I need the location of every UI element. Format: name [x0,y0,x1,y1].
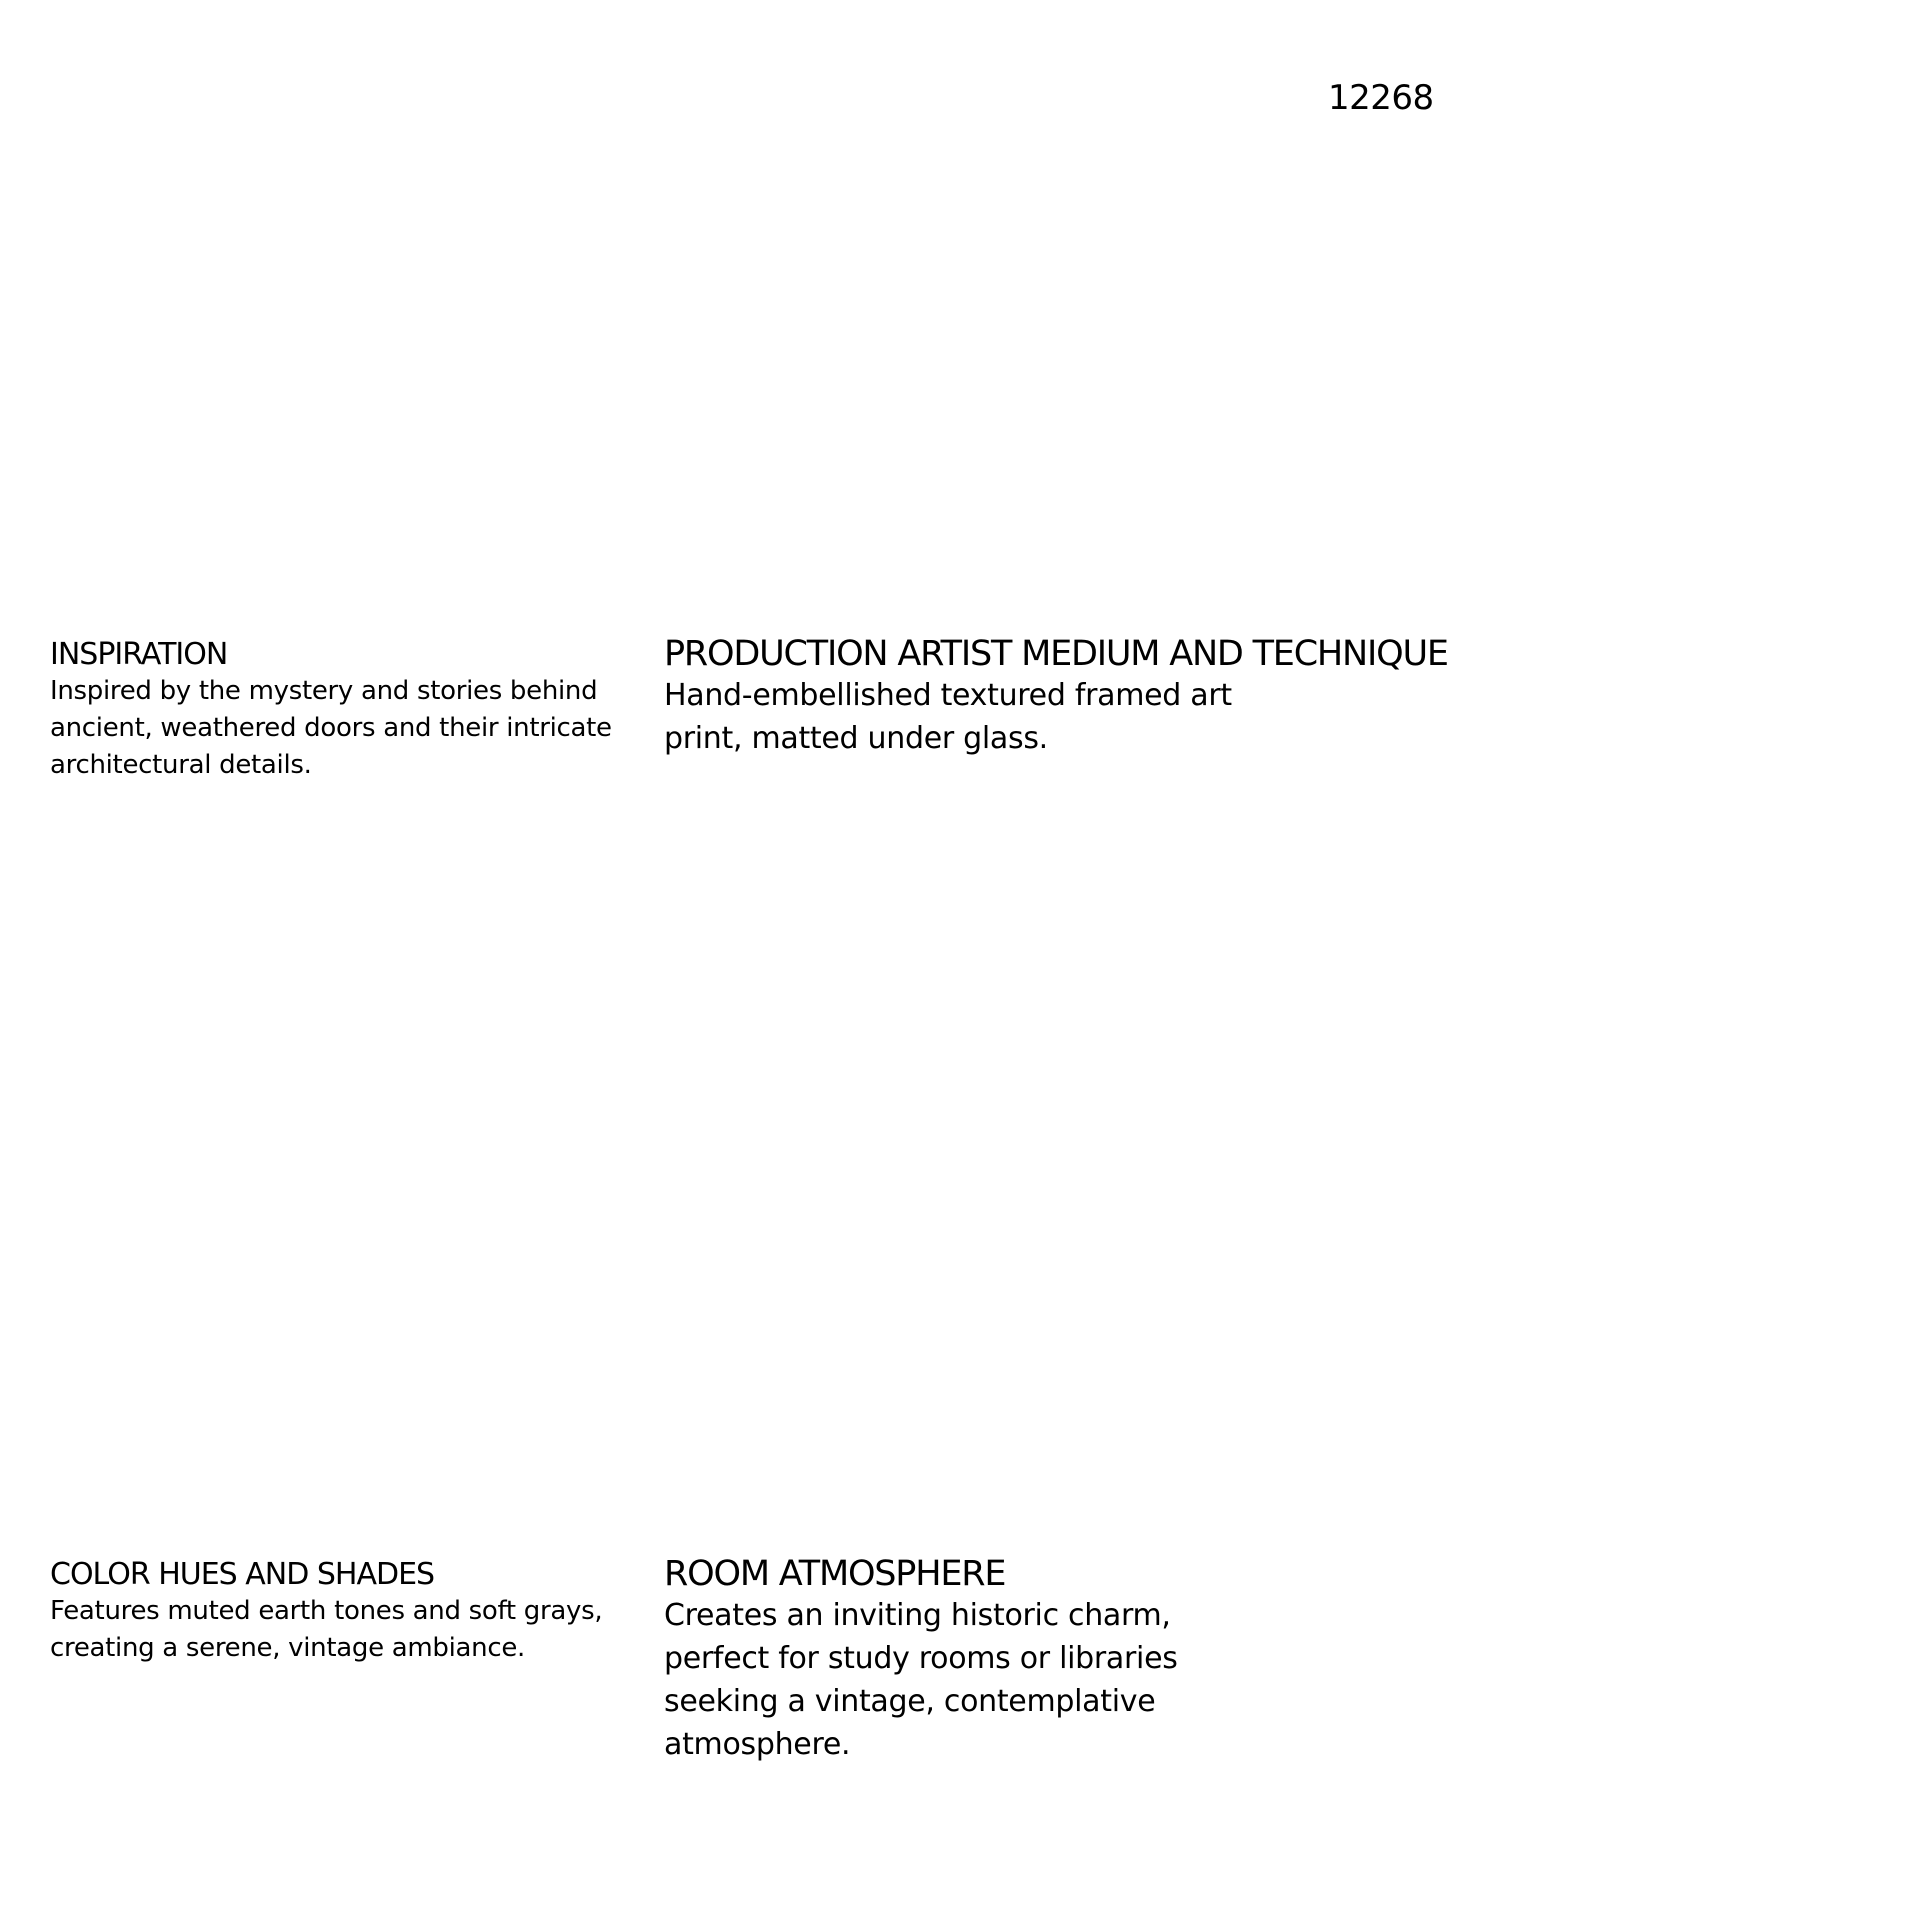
product-number: 12268 [1328,78,1434,118]
medium-technique-text: Hand-embellished textured framed art print, matted under glass. [664,678,1232,756]
medium-technique-heading: PRODUCTION ARTIST MEDIUM AND TECHNIQUE [664,634,1448,674]
inspiration-heading: INSPIRATION [50,637,228,672]
color-hues-heading: COLOR HUES AND SHADES [50,1557,435,1592]
room-atmosphere-section [664,1554,1284,1766]
room-atmosphere-text: Creates an inviting historic charm, perfect for study rooms or libraries seeking a vintage, contemplative atmosphere. [664,1598,1178,1762]
inspiration-text: Inspired by the mystery and stories behind ancient, weathered doors and their intricate architectural details. [50,676,612,780]
medium-technique-section [664,634,1664,760]
inspiration-section [50,637,630,784]
room-atmosphere-heading: ROOM ATMOSPHERE [664,1554,1006,1594]
color-hues-text: Features muted earth tones and soft grays, creating a serene, vintage ambiance. [50,1596,603,1663]
color-hues-section [50,1557,630,1667]
